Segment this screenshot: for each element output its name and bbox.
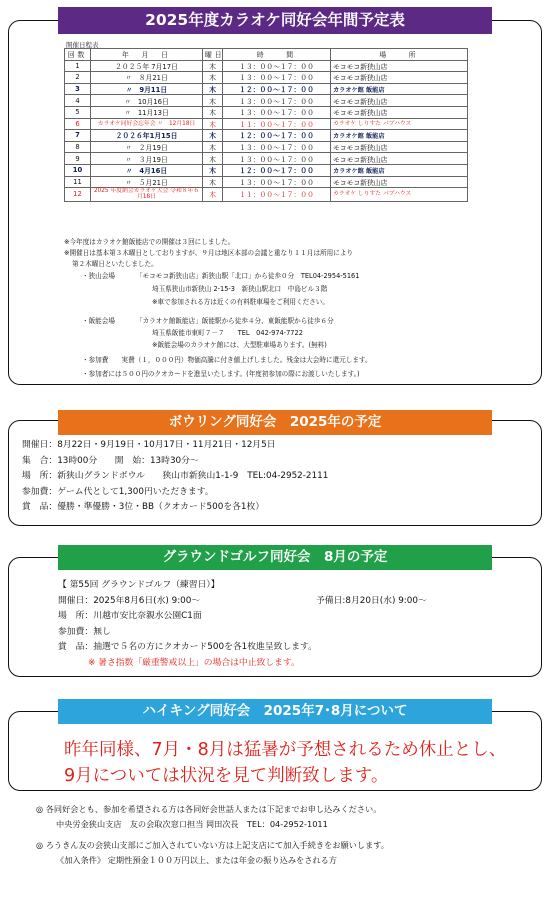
bowling-banner: ボウリング同好会 2025年の予定 [58,410,492,435]
row-place: カラオケ しりすた パブハウス [331,188,468,201]
table-caption: 開催日程表 [66,41,99,49]
row-date: 〃 9月11日 [91,83,203,95]
hiking-notice [64,737,506,789]
row-time: １１：００～１７：００ [223,118,331,130]
note-schedule-exception: ※開催日は基本第３木曜日としておりますが、９月は地区本部の会議と重なり１１月は所用により [64,249,354,257]
row-date: 〃 4月16日 [91,164,203,176]
row-date: 〃 11月13日 [91,106,203,118]
table-row [65,95,468,107]
table-row [65,72,468,84]
footer-apply-note: ◎ 各同好会とも、参加を希望される方は各同好会世話人または下記までお申し込みください。 [36,804,382,814]
row-day: 木 [203,95,223,107]
karaoke-banner: 2025年度カラオケ同好会年間予定表 [58,7,492,34]
row-no: 9 [65,153,91,165]
header-time: 時 間 [223,49,331,61]
row-date: 〃 ２月19日 [91,141,203,153]
row-day: 木 [203,164,223,176]
row-time: １２：００～１７：００ [223,164,331,176]
row-day: 木 [203,141,223,153]
row-time: １３：００～１７：００ [223,153,331,165]
table-row [65,118,468,130]
row-date: 〃 ８月21日 [91,72,203,84]
hiking-banner: ハイキング同好会 2025年7･8月について [58,699,492,724]
golf-banner: グラウンドゴルフ同好会 8月の予定 [58,545,492,570]
row-time: １３：００～１７：００ [223,72,331,84]
row-place: モコモコ新狭山店 [331,153,468,165]
table-row [65,188,468,201]
note-schedule-exception-cont: 第２木曜日といたしました。 [72,260,158,268]
bowling-details [22,438,328,516]
table-row [65,176,468,188]
row-time: １３：００～１７：００ [223,95,331,107]
row-time: １３：００～１７：００ [223,176,331,188]
golf-reserve-date: 予備日:8月20日(水) 9:00～ [316,595,427,606]
table-row [65,60,468,72]
row-day: 木 [203,60,223,72]
table-header-row [65,49,468,61]
karaoke-fee: ・参加費 実費（１，０００円）物価高騰に付き値上げしました。残金は大会時に還元します。 [82,356,372,364]
hanno-venue-parking: ※飯能会場のカラオケ館には、大型駐車場あります。(無料) [152,341,327,349]
row-place: カラオケ館 飯能店 [331,130,468,142]
row-day: 木 [203,106,223,118]
row-date: 〃 10月16日 [91,95,203,107]
golf-place: 場 所：川越市安比奈親水公園C1面 [58,611,202,621]
bowling-meeting-time: 集 合：13時00分 開 始：13時30分～ [22,455,199,466]
row-time: １３：００～１７：００ [223,60,331,72]
row-time: １２：００～１７：００ [223,130,331,142]
footer-contact: 中央労金狭山支店 友の会取次窓口担当 岡田次長 TEL：04-2952-1011 [56,819,328,829]
row-place: モコモコ新狭山店 [331,95,468,107]
hanno-venue-access: 「カラオケ館飯能店」飯能駅から徒歩４分、東飯能駅から徒歩６分 [136,317,334,325]
row-no: 4 [65,95,91,107]
row-no: 11 [65,176,91,188]
row-time: １３：００～１７：００ [223,141,331,153]
row-day: 木 [203,83,223,95]
row-place: カラオケ館 飯能店 [331,83,468,95]
row-day: 木 [203,118,223,130]
row-day: 木 [203,130,223,142]
row-day: 木 [203,72,223,84]
hiking-notice-line1: 昨年同様、7月・8月は猛暑が予想されるため休止とし、 [64,740,507,760]
header-place: 場 所 [331,49,468,61]
row-no: 2 [65,72,91,84]
row-date: ２０２６年1月15日 [91,130,203,142]
row-day: 木 [203,153,223,165]
table-row [65,141,468,153]
table-row [65,164,468,176]
golf-date-line [58,594,427,610]
golf-date: 開催日：2025年8月6日(水) 9:00～ [58,595,201,606]
footer-membership-note: ◎ ろうきん友の会狭山支部にご加入されていない方は上記支店にて加入手続きをお願いします。 [36,840,389,850]
row-no: 6 [65,118,91,130]
row-no: 3 [65,83,91,95]
row-day: 木 [203,176,223,188]
row-no: 5 [65,106,91,118]
sayama-venue-label: ・狭山会場 [82,272,115,280]
row-time: １１：００～１７：００ [223,188,331,201]
table-row [65,130,468,142]
bowling-prize: 賞 品：優勝・準優勝・3位・BB（クオカード500を各1枚） [22,502,265,512]
row-place: カラオケ しりすた パブハウス [331,118,468,130]
sayama-venue-address: 埼玉県狭山市新狭山 2-15-3 新狭山駅北口 中島ビル３階 [152,285,328,293]
row-place: カラオケ館 飯能店 [331,164,468,176]
hanno-venue-label: ・飯能会場 [82,317,115,325]
hiking-notice-line2: 9月については状況を見て判断致します。 [64,766,389,786]
row-date: ２０２５年 7月17日 [91,60,203,72]
row-no: 8 [65,141,91,153]
table-row [65,153,468,165]
row-no: 7 [65,130,91,142]
row-date: 〃 ５月21日 [91,176,203,188]
golf-details [58,578,427,671]
row-no: 12 [65,188,91,201]
footer-membership-conditions: 《加入条件》 定期性預金１００万円以上、または年金の振り込みをされる方 [56,855,337,865]
karaoke-schedule-table [64,48,468,202]
hanno-venue-address: 埼玉県飯能市東町７－７ TEL 042-974-7722 [152,329,303,337]
row-date: 〃 ３月19日 [91,153,203,165]
header-date: 年 月 日 [91,49,203,61]
row-place: モコモコ新狭山店 [331,106,468,118]
row-no: 10 [65,164,91,176]
row-place: モコモコ新狭山店 [331,141,468,153]
bowling-place: 場 所：新狭山グランドボウル 狭山市新狭山1-1-9 TEL:04-2952-2111 [22,471,329,481]
golf-heat-warning: ※ 暑さ指数「厳重警戒以上」の場合は中止致します。 [88,657,300,668]
row-time: １２：００～１７：００ [223,83,331,95]
golf-fee: 参加費：無し [58,626,111,637]
row-place: モコモコ新狭山店 [331,60,468,72]
header-no: 回数 [65,49,91,61]
row-place: モコモコ新狭山店 [331,72,468,84]
bowling-dates: 開催日：8月22日・9月19日・10月17日・11月21日・12月5日 [22,440,276,450]
row-no: 1 [65,60,91,72]
karaoke-quo-card: ・参加者には５００円のクオカードを進呈いたします。(年度初参加の際にお渡しいたします。) [82,370,360,378]
table-row [65,106,468,118]
golf-prize: 賞 品：抽選で５名の方にクオカード500を各1枚進呈致します。 [58,642,317,652]
header-day: 曜日 [203,49,223,61]
note-three-times: ※今年度はカラオケ館飯能店での開催は３回にしました。 [64,238,235,246]
table-row [65,83,468,95]
bowling-fee: 参加費：ゲーム代として1,300円いただきます。 [22,486,214,497]
row-time: １３：００～１７：００ [223,106,331,118]
sayama-venue-parking: ※車で参加される方は近くの有料駐車場をご利用ください。 [152,298,329,306]
sayama-venue-access: 「モコモコ新狭山店」新狭山駅「北口」から徒歩０分 TEL04-2954-5161 [136,272,360,280]
row-day: 木 [203,188,223,201]
row-date: 2025 年度納会カラオケ大会 令和８年６月18日 [91,188,203,201]
row-place: モコモコ新狭山店 [331,176,468,188]
golf-title: 【 第55回 グラウンドゴルフ（練習日）】 [58,580,220,590]
row-date: カラオケ同好会忘年会 〃 12月18日 [91,118,203,130]
